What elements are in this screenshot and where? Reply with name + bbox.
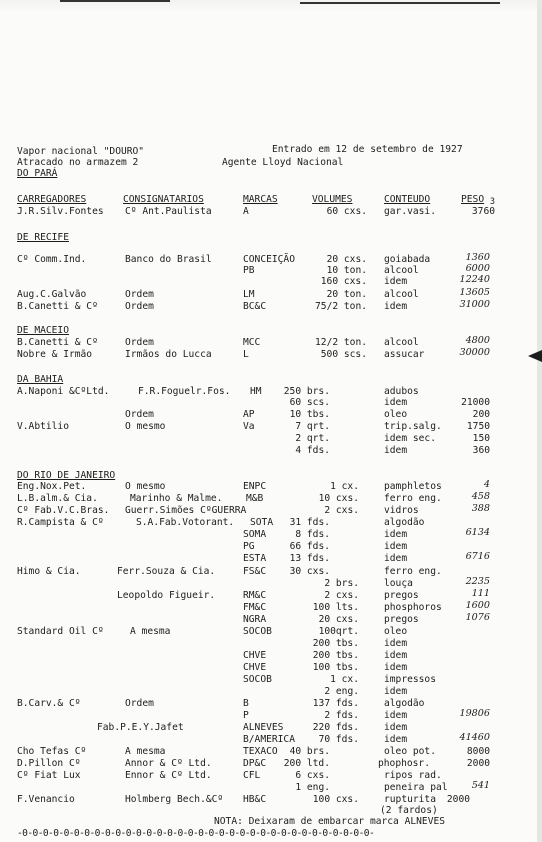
- content-cell: idem: [384, 662, 408, 673]
- footnote: NOTA: Deixaram de embarcar marca ALNEVES: [214, 816, 446, 827]
- volume-cell: 31 fds.: [289, 517, 330, 528]
- column-heading: PESO: [461, 194, 485, 205]
- consignee-cell: Fab.P.E.Y.Jafet: [97, 722, 184, 733]
- content-cell: ferro eng.: [384, 493, 442, 504]
- volume-cell: 30 cxs.: [289, 566, 330, 577]
- consignee-cell: Holmberg Bech.&Cº: [125, 794, 224, 805]
- volume-cell: 2 cxs.: [324, 590, 359, 601]
- consignee-cell: O mesmo: [125, 481, 166, 492]
- mark-cell: FS&C: [243, 566, 267, 577]
- shipper-cell: F.Venancio: [17, 794, 75, 805]
- content-cell: algodão: [384, 517, 425, 528]
- content-cell: idem: [384, 529, 408, 540]
- volume-cell: 100 lts.: [312, 602, 359, 613]
- mark-cell: B/AMERICA: [243, 734, 295, 745]
- mark-cell: AP: [243, 409, 255, 420]
- shipper-cell: R.Campista & Cº: [17, 517, 104, 528]
- weight-cell: 4: [483, 479, 490, 490]
- weight-cell: 111: [471, 588, 490, 599]
- berth-line: Atracado no armazem 2: [17, 157, 139, 168]
- volume-cell: 6 cxs.: [295, 770, 330, 781]
- volume-cell: 2 fds.: [324, 710, 359, 721]
- content-cell: trip.salg.: [384, 421, 442, 432]
- consignee-cell: Ordem: [125, 301, 154, 312]
- mark-cell: A: [243, 206, 249, 217]
- shipper-cell: Standard Oil Cº: [17, 626, 104, 637]
- edge-mark: [300, 2, 500, 4]
- content-cell: vidros: [384, 505, 419, 516]
- volume-cell: 10 ton.: [326, 265, 367, 276]
- content-cell: idem sec.: [384, 433, 436, 444]
- mark-cell: P: [243, 710, 249, 721]
- column-heading: VOLUMES: [312, 194, 353, 205]
- section-heading: DO PARÁ: [17, 168, 58, 179]
- content-cell: alcool: [384, 337, 419, 348]
- mark-cell: NGRA: [243, 614, 267, 625]
- weight-cell: 13605: [459, 287, 490, 298]
- shipper-cell: Cº Fiat Lux: [17, 770, 81, 781]
- volume-cell: 250 brs.: [283, 386, 330, 397]
- closing-rule: -0-0-0-0-0-0-0-0-0-0-0-0-0-0-0-0-0-0-0-0-0-0-0-0-0-0-0-0-0-0-0-0-0-0-: [17, 828, 375, 839]
- content-cell: algodão: [384, 698, 425, 709]
- section-heading: DO RIO DE JANEIRO: [17, 470, 116, 481]
- content-cell: phosphoros: [384, 602, 442, 613]
- agent-line: Agente Lloyd Nacional: [222, 157, 344, 168]
- content-cell: impressos: [384, 674, 436, 685]
- volume-cell: 4 fds.: [295, 445, 330, 456]
- volume-cell: 7 qrt.: [295, 421, 330, 432]
- consignee-cell: A mesma: [125, 746, 166, 757]
- content-cell: idem: [384, 301, 408, 312]
- volume-cell: 2 cxs.: [324, 505, 359, 516]
- content-cell: oleo: [384, 409, 408, 420]
- consignee-cell: S.A.Fab.Votorant.: [136, 517, 235, 528]
- weight-cell: 6000: [465, 263, 490, 274]
- mark-cell: PG: [243, 541, 255, 552]
- section-heading: DA BAHIA: [17, 374, 64, 385]
- section-heading: DE RECIFE: [17, 232, 69, 243]
- volume-cell: 60 cxs.: [326, 206, 367, 217]
- mark-cell: FM&C: [243, 602, 267, 613]
- arrival-line: Entrado em 12 de setembro de 1927: [272, 144, 463, 155]
- volume-cell: 40 brs.: [289, 746, 330, 757]
- volume-cell: 70 fds.: [318, 734, 359, 745]
- content-cell: peneira pal: [384, 782, 448, 793]
- volume-cell: 10 cxs.: [318, 493, 359, 504]
- column-heading: CARREGADORES: [17, 194, 87, 205]
- column-heading: CONSIGNATARIOS: [123, 194, 204, 205]
- weight-cell: 200: [472, 409, 490, 420]
- content-cell: ripos rad.: [384, 770, 442, 781]
- consignee-cell: Ordem: [125, 289, 154, 300]
- mark-cell: CFL: [243, 770, 261, 781]
- mark-cell: B: [243, 698, 249, 709]
- shipper-cell: B.Canetti & Cº: [17, 301, 98, 312]
- shipper-cell: V.Abtilio: [17, 421, 69, 432]
- volume-cell: 100 tbs.: [312, 662, 359, 673]
- consignee-cell: Leopoldo Figueir.: [117, 590, 216, 601]
- volume-cell: 13 fds.: [289, 553, 330, 564]
- consignee-cell: A mesma: [130, 626, 171, 637]
- volume-cell: 100qrt.: [318, 626, 359, 637]
- volume-cell: 1 cx.: [330, 481, 359, 492]
- weight-cell: 21000: [461, 397, 490, 408]
- weight-cell: 30000: [459, 347, 490, 358]
- content-cell: idem: [384, 710, 408, 721]
- consignee-cell: Annor & Cº Ltd.: [125, 758, 212, 769]
- mark-cell: SOCOB: [243, 626, 272, 637]
- weight-cell: 4800: [465, 335, 490, 346]
- volume-cell: 60 scs.: [289, 397, 330, 408]
- consignee-cell: Ordem: [125, 698, 154, 709]
- weight-cell: 3760 3: [471, 197, 495, 217]
- weight-cell: 541: [471, 780, 490, 791]
- content-cell: assucar: [384, 349, 425, 360]
- volume-cell: 100 cxs.: [312, 794, 359, 805]
- volume-cell: 200 tbs.: [312, 650, 359, 661]
- weight-cell: 388: [471, 503, 490, 514]
- weight-cell: 1360: [465, 252, 490, 263]
- consignee-cell: Ordem: [125, 409, 154, 420]
- mark-cell: SOCOB: [243, 674, 272, 685]
- content-cell: louça: [384, 578, 413, 589]
- weight-cell: 2000: [466, 758, 490, 769]
- consignee-cell: Marinho & Malme.: [130, 493, 223, 504]
- content-cell: oleo pot.: [384, 746, 436, 757]
- content-cell: gar.vasi.: [384, 206, 436, 217]
- mark-cell: DP&C: [243, 758, 267, 769]
- mark-cell: RM&C: [243, 590, 267, 601]
- volume-cell: 10 tbs.: [289, 409, 330, 420]
- volume-cell: 2 qrt.: [295, 433, 330, 444]
- mark-cell: TEXACO: [243, 746, 278, 757]
- content-cell: idem: [384, 638, 408, 649]
- weight-correction: 3: [489, 197, 495, 207]
- section-heading: DE MACEIO: [17, 325, 69, 336]
- volume-cell: 20 cxs.: [318, 614, 359, 625]
- mark-cell: CHVE: [243, 650, 267, 661]
- content-cell: (2 fardos): [380, 805, 438, 816]
- volume-cell: 2 brs.: [324, 578, 359, 589]
- consignee-cell: Irmãos do Lucca: [125, 349, 212, 360]
- mark-cell: M&B: [246, 493, 264, 504]
- content-cell: oleo: [384, 626, 408, 637]
- volume-cell: 20 cxs.: [326, 254, 367, 265]
- consignee-cell: F.R.Foguelr.Fos.: [138, 386, 231, 397]
- weight-cell: 360: [472, 445, 490, 456]
- mark-cell: MCC: [243, 337, 261, 348]
- consignee-cell: Ferr.Souza & Cia.: [117, 566, 216, 577]
- volume-cell: 160 cxs.: [320, 276, 367, 287]
- consignee-cell: Banco do Brasil: [125, 254, 212, 265]
- edge-mark: [60, 0, 170, 2]
- shipper-cell: B.Carv.& Cº: [17, 698, 81, 709]
- content-cell: idem: [384, 722, 408, 733]
- weight-cell: 150: [472, 433, 490, 444]
- shipper-cell: D.Pillon Cº: [17, 758, 81, 769]
- shipper-cell: Cho Tefas Cº: [17, 746, 87, 757]
- volume-cell: 66 fds.: [289, 541, 330, 552]
- mark-cell: BC&C: [243, 301, 267, 312]
- volume-cell: 2 eng.: [324, 686, 359, 697]
- shipper-cell: Himo & Cia.: [17, 566, 81, 577]
- weight-cell: 1076: [465, 612, 490, 623]
- volume-cell: 220 fds.: [312, 722, 359, 733]
- mark-cell: CHVE: [243, 662, 267, 673]
- content-cell: ferro eng.: [384, 566, 442, 577]
- shipper-cell: A.Naponi &CºLtd.: [17, 386, 110, 397]
- consignee-cell: Ordem: [125, 337, 154, 348]
- volume-cell: 200 ltd.: [283, 758, 330, 769]
- shipper-cell: Nobre & Irmão: [17, 349, 93, 360]
- weight-cell: 1750: [466, 421, 490, 432]
- page-notch-mark: [528, 350, 542, 362]
- content-cell: adubos: [384, 386, 419, 397]
- shipper-cell: Aug.C.Galvão: [17, 289, 87, 300]
- shipper-cell: J.R.Silv.Fontes: [17, 206, 104, 217]
- shipper-cell: L.B.alm.& Cia.: [17, 493, 98, 504]
- shipper-cell: B.Canetti & Cº: [17, 337, 98, 348]
- vessel-line: Vapor nacional "DOURO": [17, 146, 145, 157]
- content-cell: alcool: [384, 265, 419, 276]
- column-heading: CONTEUDO: [384, 194, 431, 205]
- mark-cell: ENPC: [243, 481, 267, 492]
- column-heading: MARCAS: [243, 194, 278, 205]
- consignee-cell: Guerr.Simões CºGUERRA: [125, 505, 247, 516]
- weight-cell: 2235: [465, 576, 490, 587]
- content-cell: idem: [384, 445, 408, 456]
- content-cell: idem: [384, 650, 408, 661]
- content-cell: idem: [384, 276, 408, 287]
- mark-cell: LM: [243, 289, 255, 300]
- content-cell: idem: [384, 541, 408, 552]
- weight-cell: 6134: [465, 527, 490, 538]
- mark-cell: ESTA: [243, 553, 267, 564]
- shipper-cell: Cº Comm.Ind.: [17, 254, 87, 265]
- weight-cell: 12240: [459, 274, 490, 285]
- mark-cell: HB&C: [243, 794, 267, 805]
- shipper-cell: Eng.Nox.Pet.: [17, 481, 87, 492]
- volume-cell: 12/2 ton.: [315, 337, 367, 348]
- page-right-edge: [537, 0, 542, 842]
- mark-cell: SOMA: [243, 529, 267, 540]
- content-cell: idem: [384, 397, 408, 408]
- mark-cell: PB: [243, 265, 255, 276]
- volume-cell: 1 eng.: [295, 782, 330, 793]
- content-cell: idem: [384, 734, 408, 745]
- weight-cell: 458: [471, 491, 490, 502]
- content-cell: pregos: [384, 590, 419, 601]
- mark-cell: ALNEVES: [243, 722, 284, 733]
- volume-cell: 75/2 ton.: [315, 301, 367, 312]
- weight-cell: 2000: [446, 794, 470, 805]
- mark-cell: HM: [250, 386, 262, 397]
- content-cell: pregos: [384, 614, 419, 625]
- consignee-cell: Cº Ant.Paulista: [125, 206, 212, 217]
- volume-cell: 137 fds.: [312, 698, 359, 709]
- consignee-cell: O mesmo: [125, 421, 166, 432]
- content-cell: idem: [384, 686, 408, 697]
- weight-cell: 8000: [466, 746, 490, 757]
- mark-cell: CONCEIÇÃO: [243, 254, 295, 265]
- volume-cell: 20 ton.: [326, 289, 367, 300]
- mark-cell: SOTA: [250, 517, 274, 528]
- consignee-cell: Ennor & Cº Ltd.: [125, 770, 212, 781]
- content-cell: idem: [384, 553, 408, 564]
- content-cell: alcool: [384, 289, 419, 300]
- volume-cell: 8 fds.: [295, 529, 330, 540]
- volume-cell: 500 scs.: [320, 349, 367, 360]
- weight-cell: 19806: [459, 708, 490, 719]
- content-cell: goiabada: [384, 254, 431, 265]
- weight-cell: 31000: [459, 299, 490, 310]
- mark-cell: Va: [243, 421, 255, 432]
- weight-cell: 41460: [459, 732, 490, 743]
- content-cell: rupturita: [384, 794, 436, 805]
- volume-cell: 200 tbs.: [312, 638, 359, 649]
- content-cell: phophosr.: [378, 758, 430, 769]
- content-cell: pamphletos: [384, 481, 442, 492]
- weight-cell: 6716: [465, 551, 490, 562]
- weight-cell: 1600: [465, 600, 490, 611]
- mark-cell: L: [243, 349, 249, 360]
- shipper-cell: Cº Fab.V.C.Bras.: [17, 505, 110, 516]
- volume-cell: 1 cx.: [330, 674, 359, 685]
